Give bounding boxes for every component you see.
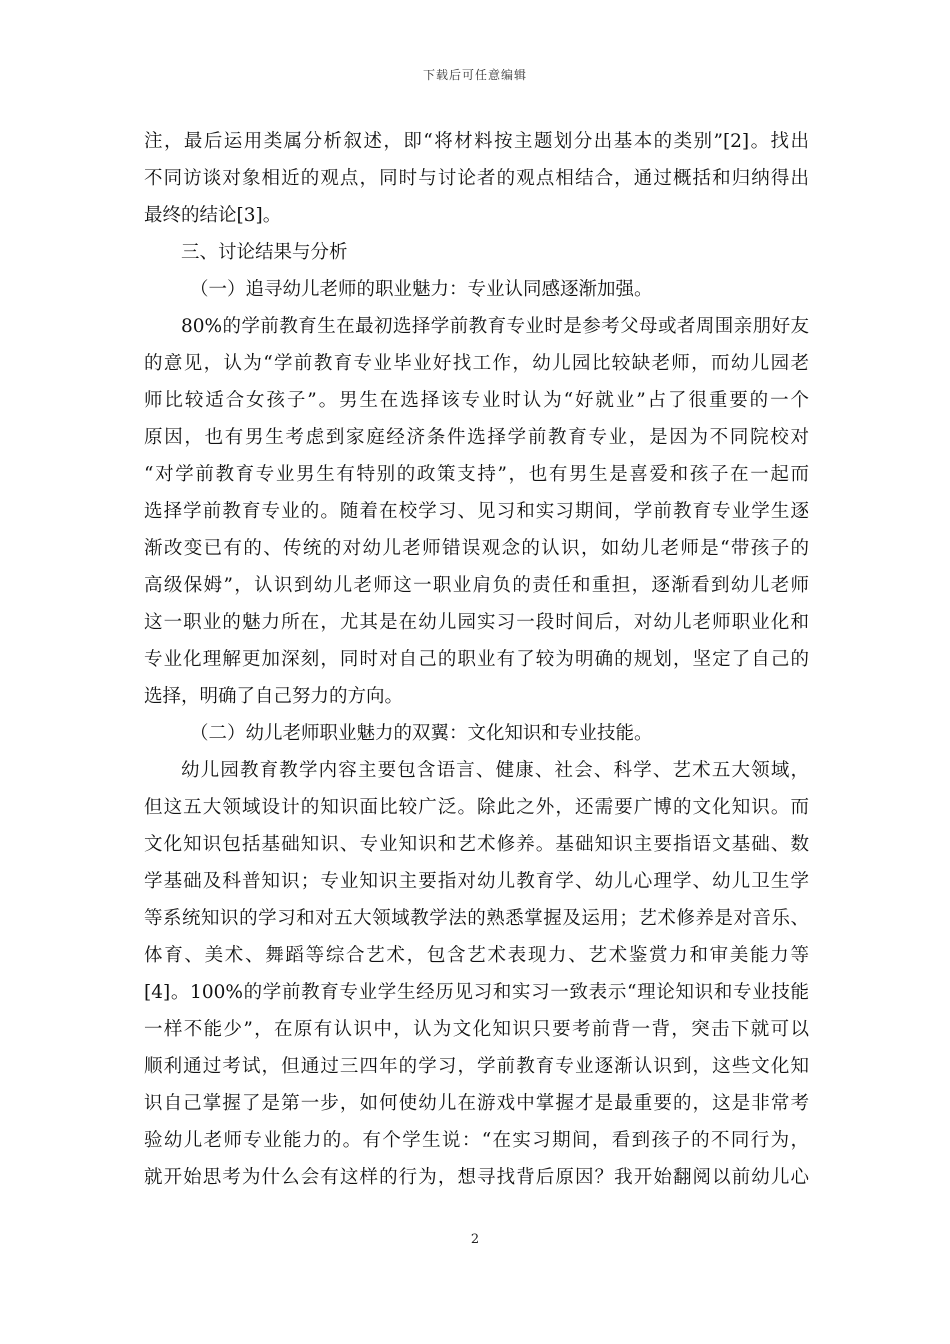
body-line: 选择学前教育专业的。随着在校学习、见习和实习期间，学前教育专业学生逐 [144,501,809,522]
body-line: 学基础及科普知识；专业知识主要指对幼儿教育学、幼儿心理学、幼儿卫生学 [144,871,809,892]
body-line: 文化知识包括基础知识、专业知识和艺术修养。基础知识主要指语文基础、数 [144,834,809,855]
body-line: 选择，明确了自己努力的方向。 [144,686,404,707]
subsection-heading: （一）追寻幼儿老师的职业魅力：专业认同感逐渐加强。 [190,279,653,300]
body-line: 高级保姆”，认识到幼儿老师这一职业肩负的责任和重担，逐渐看到幼儿老师 [144,575,809,596]
body-line: 体育、美术、舞蹈等综合艺术，包含艺术表现力、艺术鉴赏力和审美能力等 [144,945,809,966]
body-line: 的意见，认为“学前教育专业毕业好找工作，幼儿园比较缺老师，而幼儿园老 [144,353,809,374]
body-line: 就开始思考为什么会有这样的行为，想寻找背后原因？我开始翻阅以前幼儿心 [144,1167,809,1188]
page-number: 2 [470,1232,480,1247]
body-line: 原因，也有男生考虑到家庭经济条件选择学前教育专业，是因为不同院校对 [144,427,809,448]
body-line: 顺利通过考试，但通过三四年的学习，学前教育专业逐渐认识到，这些文化知 [144,1056,809,1077]
body-line: 一样不能少”，在原有认识中，认为文化知识只要考前背一背，突击下就可以 [144,1019,809,1040]
body-line: 注，最后运用类属分析叙述，即“将材料按主题划分出基本的类别”[2]。找出 [144,131,809,152]
body-line: 最终的结论[3]。 [144,205,282,226]
body-line: [4]。100%的学前教育专业学生经历见习和实习一致表示“理论知识和专业技能 [144,982,809,1003]
body-line: “对学前教育专业男生有特别的政策支持”，也有男生是喜爱和孩子在一起而 [144,464,809,485]
page-header: 下载后可任意编辑 [422,68,527,82]
body-line: 等系统知识的学习和对五大领域教学法的熟悉掌握及运用；艺术修养是对音乐、 [144,908,809,929]
body-line: 渐改变已有的、传统的对幼儿老师错误观念的认识，如幼儿老师是“带孩子的 [144,538,809,559]
body-line: 80%的学前教育生在最初选择学前教育专业时是参考父母或者周围亲朋好友 [181,316,809,337]
body-line: 但这五大领域设计的知识面比较广泛。除此之外，还需要广博的文化知识。而 [144,797,809,818]
document-body [144,123,809,1196]
section-heading: 三、讨论结果与分析 [181,242,348,263]
body-line: 幼儿园教育教学内容主要包含语言、健康、社会、科学、艺术五大领域， [181,760,809,781]
body-line: 验幼儿老师专业能力的。有个学生说：“在实习期间，看到孩子的不同行为， [144,1130,809,1151]
subsection-heading: （二）幼儿老师职业魅力的双翼：文化知识和专业技能。 [190,723,653,744]
body-line: 师比较适合女孩子”。男生在选择该专业时认为“好就业”占了很重要的一个 [144,390,809,411]
body-line: 这一职业的魅力所在，尤其是在幼儿园实习一段时间后，对幼儿老师职业化和 [144,612,809,633]
body-line: 专业化理解更加深刻，同时对自己的职业有了较为明确的规划，坚定了自己的 [144,649,809,670]
body-line: 识自己掌握了是第一步，如何使幼儿在游戏中掌握才是最重要的，这是非常考 [144,1093,809,1114]
body-line: 不同访谈对象相近的观点，同时与讨论者的观点相结合，通过概括和归纳得出 [144,168,809,189]
